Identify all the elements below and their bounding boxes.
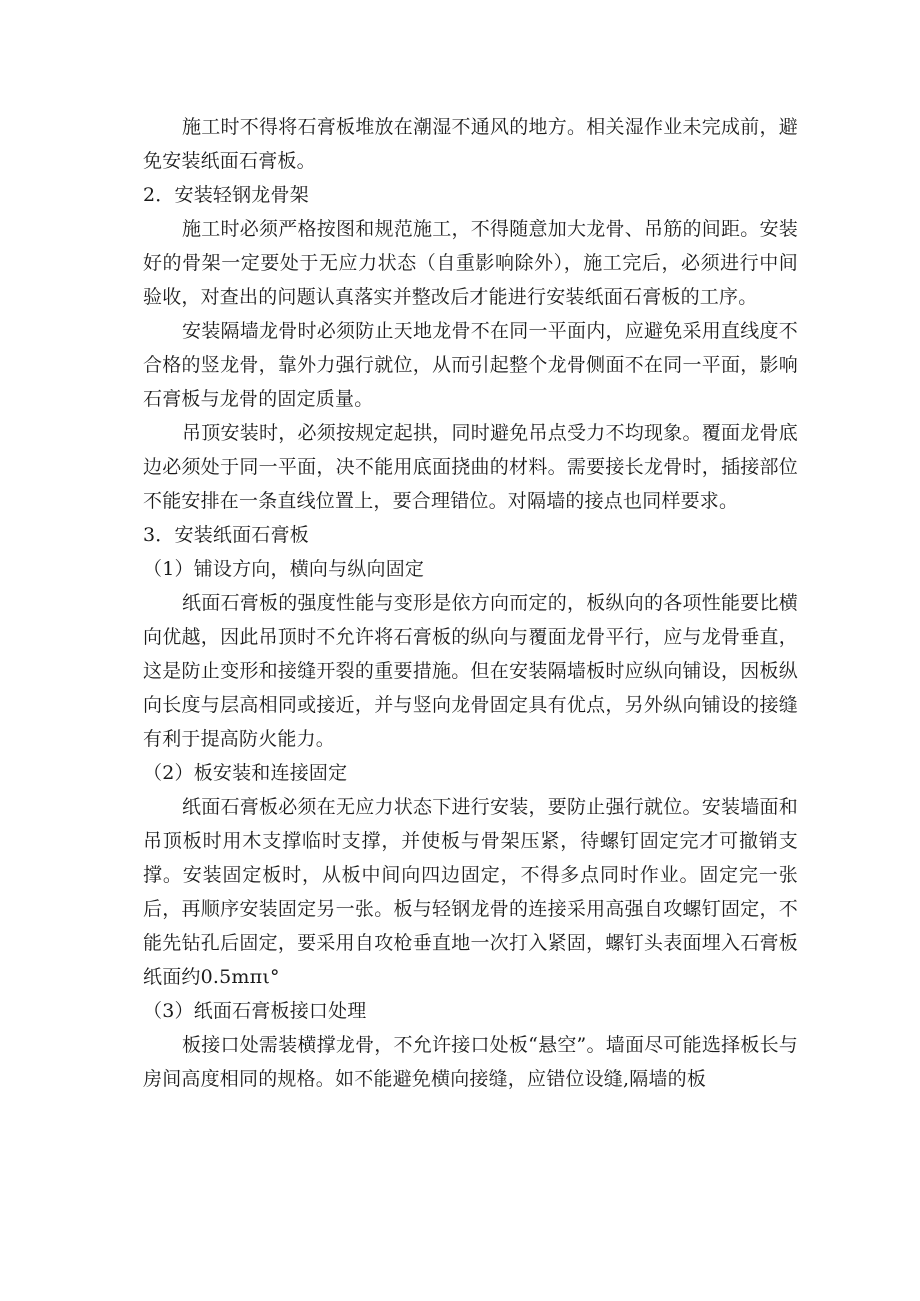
paragraph-keel-construction: 施工时必须严格按图和规范施工，不得随意加大龙骨、吊筋的间距。安装好的骨架一定要处于无应力状态（自重影响除外），施工完后，必须进行中间验收，对查出的问题认真落实并整改后才能进行安装纸面石膏板的工序。 — [143, 218, 798, 308]
paragraph-storage-note: 施工时不得将石膏板堆放在潮湿不通风的地方。相关湿作业未完成前，避免安装纸面石膏板。 — [143, 116, 798, 172]
section-heading-2: 2．安装轻钢龙骨架 — [143, 184, 309, 206]
subheading-1: （1）铺设方向，横向与纵向固定 — [143, 558, 425, 580]
section-heading-3: 3．安装纸面石膏板 — [143, 524, 309, 546]
paragraph-partition-keel: 安装隔墙龙骨时必须防止天地龙骨不在同一平面内，应避免采用直线度不合格的竖龙骨，靠外力强行就位，从而引起整个龙骨侧面不在同一平面，影响石膏板与龙骨的固定质量。 — [143, 320, 798, 410]
paragraph-ceiling-install: 吊顶安装时，必须按规定起拱，同时避免吊点受力不均现象。覆面龙骨底边必须处于同一平面，决不能用底面挠曲的材料。需要接长龙骨时，插接部位不能安排在一条直线位置上，要合理错位。对隔墙的接点也同样要求。 — [143, 422, 798, 512]
subheading-2: （2）板安装和连接固定 — [143, 762, 348, 784]
paragraph-joint-treatment: 板接口处需装横撑龙骨，不允许接口处板“悬空”。墙面尽可能选择板长与房间高度相同的规格。如不能避免横向接缝，应错位设缝,隔墙的板 — [143, 1034, 798, 1090]
paragraph-laying-direction: 纸面石膏板的强度性能与变形是依方向而定的，板纵向的各项性能要比横向优越，因此吊顶时不允许将石膏板的纵向与覆面龙骨平行，应与龙骨垂直，这是防止变形和接缝开裂的重要措施。但在安装隔墙板时应纵向铺设，因板纵向长度与层高相同或接近，并与竖向龙骨固定具有优点，另外纵向铺设的接缝有利于提高防火能力。 — [143, 592, 798, 750]
paragraph-board-fixing: 纸面石膏板必须在无应力状态下进行安装，要防止强行就位。安装墙面和吊顶板时用木支撑临时支撑，并使板与骨架压紧，待螺钉固定完才可撤销支撑。安装固定板时，从板中间向四边固定，不得多点同时作业。固定完一张后，再顺序安装固定另一张。板与轻钢龙骨的连接采用高强自攻螺钉固定，不能先钻孔后固定，要采用自攻枪垂直地一次打入紧固，螺钉头表面埋入石膏板纸面约0.5mπι° — [143, 796, 798, 988]
subheading-3: （3）纸面石膏板接口处理 — [143, 1000, 367, 1022]
document-body — [143, 110, 798, 1096]
